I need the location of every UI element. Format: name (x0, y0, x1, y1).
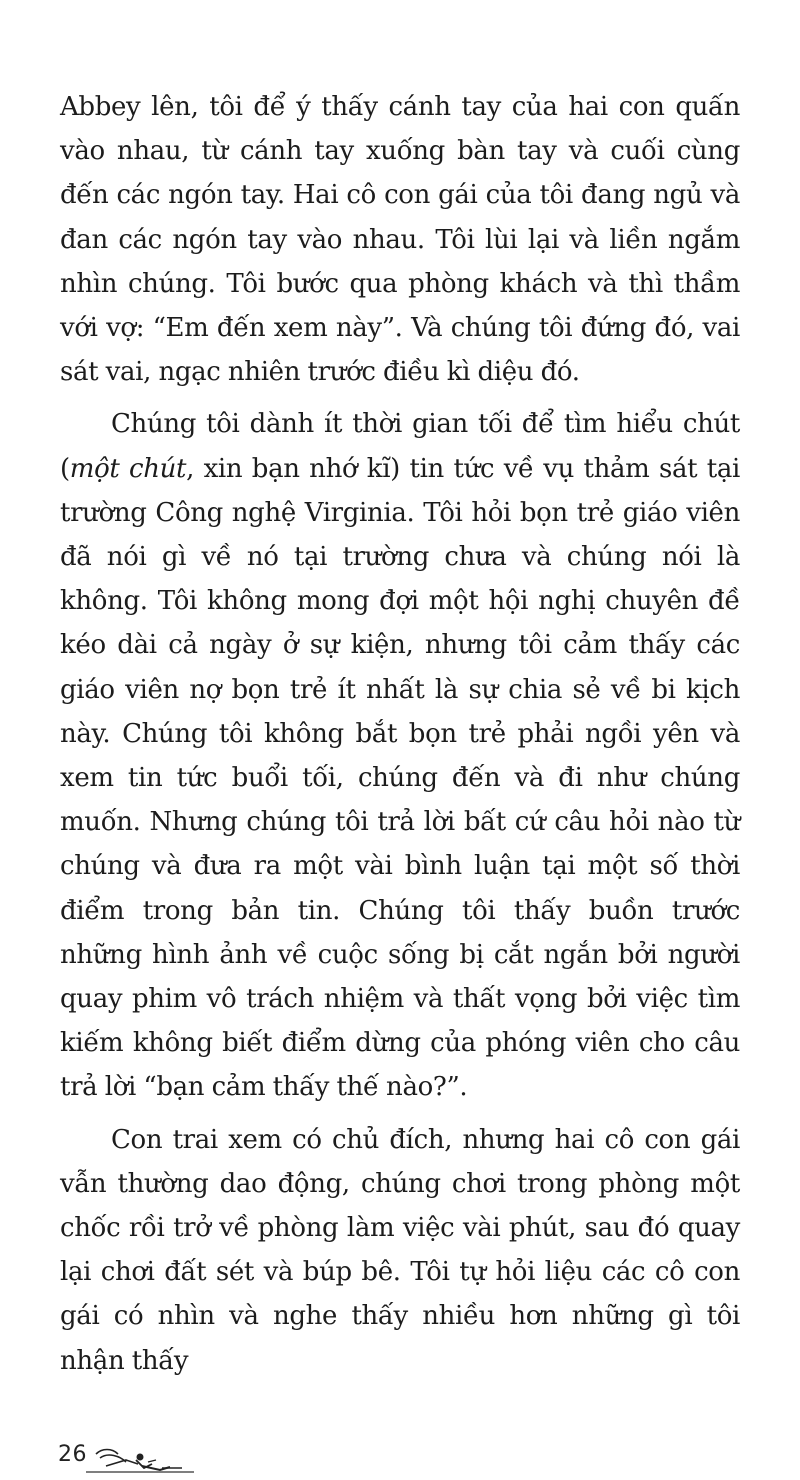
reading-figure-icon (86, 1440, 196, 1480)
paragraph-2-after: , xin bạn nhớ kĩ) tin tức về vụ thảm sát tại trường Công nghệ Virginia. Tôi hỏi bọn trẻ giáo viên đã nói gì về nó tại trường chưa và chúng nói là không. Tôi không mong đợi một hội nghị chuyên đề kéo dài cả ngày ở sự kiện, nhưng tôi cảm thấy các giáo viên nợ bọn trẻ ít nhất là sự chia sẻ về bi kịch này. Chúng tôi không bắt bọn trẻ phải ngồi yên và xem tin tức buổi tối, chúng đến và đi như chúng muốn. Nhưng chúng tôi trả lời bất cứ câu hỏi nào từ chúng và đưa ra một vài bình luận tại một số thời điểm trong bản tin. Chúng tôi thấy buồn trước những hình ảnh về cuộc sống bị cắt ngắn bởi người quay phim vô trách nhiệm và thất vọng bởi việc tìm kiếm không biết điểm dừng của phóng viên cho câu trả lời “bạn cảm thấy thế nào?”. (60, 453, 740, 1103)
paragraph-3: Con trai xem có chủ đích, nhưng hai cô con gái vẫn thường dao động, chúng chơi trong phòng một chốc rồi trở về phòng làm việc vài phút, sau đó quay lại chơi đất sét và búp bê. Tôi tự hỏi liệu các cô con gái có nhìn và nghe thấy nhiều hơn những gì tôi nhận thấy (60, 1124, 740, 1376)
paragraph-2 (60, 402, 740, 1109)
paragraph-2-before: Chúng tôi dành ít thời gian tối để tìm hiểu chút ( (60, 409, 740, 484)
paragraph-1: Abbey lên, tôi để ý thấy cánh tay của hai con quấn vào nhau, từ cánh tay xuống bàn tay và cuối cùng đến các ngón tay. Hai cô con gái của tôi đang ngủ và đan các ngón tay vào nhau. Tôi lùi lại và liền ngắm nhìn chúng. Tôi bước qua phòng khách và thì thầm với vợ: “Em đến xem này”. Và chúng tôi đứng đó, vai sát vai, ngạc nhiên trước điều kì diệu đó. (60, 92, 740, 388)
page-footer (58, 1440, 198, 1480)
page-number: 26 (58, 1442, 87, 1467)
body-text (60, 85, 740, 1383)
paragraph-2-emphasis: một chút (69, 453, 187, 484)
